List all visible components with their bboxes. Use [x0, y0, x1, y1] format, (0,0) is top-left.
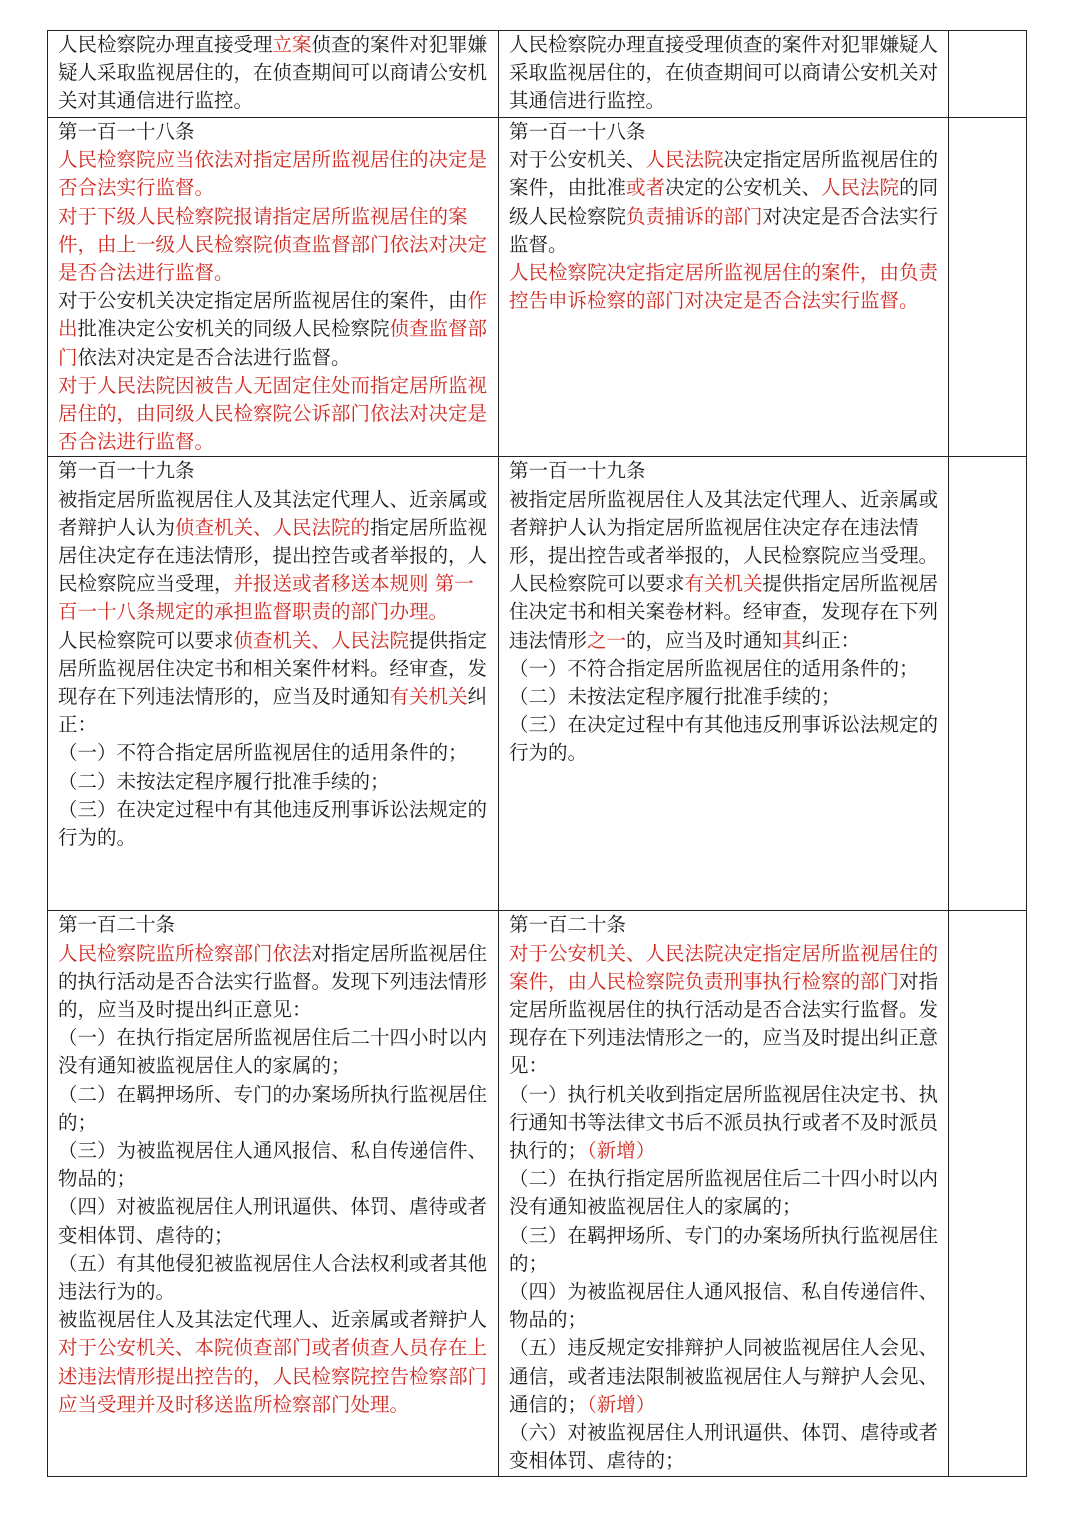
article-paragraph	[58, 1024, 492, 1080]
article-paragraph	[58, 768, 492, 796]
notes-cell	[949, 31, 1027, 118]
article-paragraph	[58, 287, 492, 372]
revised-text: 人民法院	[821, 176, 900, 200]
article-paragraph	[58, 457, 492, 485]
article-paragraph	[58, 627, 492, 740]
article-text: （四）对被监视居住人刑讯逼供、体罚、虐待或者变相体罚、虐待的；	[58, 1195, 488, 1247]
article-text: （一）不符合指定居所监视居住的适用条件的；	[58, 741, 468, 765]
article-paragraph	[509, 711, 942, 767]
article-paragraph	[58, 372, 492, 457]
article-text: 批准决定公安机关的同级人民检察院	[77, 317, 390, 341]
new-text-cell	[499, 457, 949, 911]
notes-cell	[949, 911, 1027, 1477]
article-text: （五）违反规定安排辩护人同被监视居住人会见、通信，或者违法限制被监视居住人与辩护人会见、通信的；	[509, 1336, 939, 1416]
article-paragraph	[58, 486, 492, 627]
revised-text: 并报送或者移送本规则 第一百一十八条规定的承担监督职责的部门办理。	[58, 572, 474, 624]
article-text: （四）为被监视居住人通风报信、私自传递信件、物品的；	[509, 1280, 939, 1332]
article-paragraph	[509, 1334, 942, 1419]
revised-text: 对于人民法院因被告人无固定住处而指定居所监视居住的，由同级人民检察院公诉部门依法对决定是否合法进行监督。	[58, 373, 488, 454]
article-text: （一）在执行指定居所监视居住后二十四小时以内没有通知被监视居住人的家属的；	[58, 1026, 488, 1078]
article-paragraph	[58, 1250, 492, 1306]
article-text: 依法对决定是否合法进行监督。	[77, 345, 351, 369]
article-paragraph	[509, 1278, 942, 1334]
article-text: （一）执行机关收到指定居所监视居住决定书、执行通知书等法律文书后不派员执行或者不及时派员执行的；	[509, 1082, 939, 1163]
revised-text: 有关机关	[684, 572, 763, 596]
article-paragraph	[509, 570, 942, 655]
article-text: （一）不符合指定居所监视居住的适用条件的；	[509, 656, 919, 680]
article-text: 对于公安机关决定指定居所监视居住的案件，由	[58, 289, 468, 313]
article-paragraph	[509, 118, 942, 146]
article-paragraph	[509, 457, 942, 485]
article-paragraph	[58, 118, 492, 146]
article-paragraph	[58, 739, 492, 767]
article-text: 纠正：	[801, 628, 861, 652]
old-text-cell	[48, 911, 499, 1477]
comparison-table	[47, 30, 1027, 1477]
revised-text: 对于公安机关、本院侦查部门或者侦查人员存在上述违法情形提出控告的，人民检察院控告检察部门应当受理并及时移送监所检察部门处理。	[58, 1336, 488, 1416]
article-text: 决定指定居所监视居住的案件，由批准	[509, 148, 939, 200]
article-text: 第一百一十九条	[509, 459, 646, 483]
revised-text: 立案	[272, 33, 312, 56]
article-paragraph	[509, 146, 942, 259]
article-paragraph	[58, 1081, 492, 1137]
article-text: 第一百一十八条	[58, 120, 195, 143]
table-row	[48, 31, 1027, 118]
article-text: （六）对被监视居住人刑讯逼供、体罚、虐待或者变相体罚、虐待的；	[509, 1421, 939, 1473]
new-text-cell	[499, 31, 949, 118]
article-text: （三）在羁押场所、专门的办案场所执行监视居住的；	[509, 1223, 939, 1275]
article-text: 的，应当及时通知	[626, 628, 783, 652]
article-paragraph	[58, 1137, 492, 1193]
article-text: 人民检察院可以要求	[509, 572, 685, 596]
revised-text: 对于下级人民检察院报请指定居所监视居住的案件，由上一级人民检察院侦查监督部门依法对决定是否合法进行监督。	[58, 204, 488, 285]
article-paragraph	[509, 911, 942, 939]
revised-text: 之一	[587, 628, 627, 652]
article-paragraph	[509, 486, 942, 571]
article-text: （二）未按法定程序履行批准手续的；	[509, 685, 841, 709]
article-text: 被指定居所监视居住人及其法定代理人、近亲属或者辩护人认为	[58, 487, 488, 539]
revised-text: 作出	[58, 289, 488, 341]
notes-cell	[949, 118, 1027, 457]
article-paragraph	[509, 31, 942, 116]
revised-text: 负责捕诉的部门	[626, 204, 763, 228]
revised-text: 或者	[626, 176, 666, 200]
article-text: 被指定居所监视居住人及其法定代理人、近亲属或者辩护人认为指定居所监视居住决定存在违法情形，提出控告或者举报的，人民检察院应当受理。	[509, 487, 939, 568]
article-text: 被监视居住人及其法定代理人、近亲属或者辩护人	[58, 1308, 488, 1332]
article-text: 人民检察院办理直接受理侦查的案件对犯罪嫌疑人采取监视居住的，在侦查期间可以商请公安机关对其通信进行监控。	[509, 33, 939, 113]
table-row	[48, 911, 1027, 1477]
article-text: 侦查的案件对犯罪嫌疑人采取监视居住的，在侦查期间可以商请公安机关对其通信进行监控。	[58, 33, 488, 113]
article-paragraph	[58, 31, 492, 116]
article-text: 第一百二十条	[58, 913, 176, 937]
article-text: （五）有其他侵犯被监视居住人合法权利或者其他违法行为的。	[58, 1251, 488, 1304]
revised-text: 侦查监督部门	[58, 317, 488, 369]
article-paragraph	[58, 146, 492, 202]
article-paragraph	[58, 1193, 492, 1249]
article-paragraph	[58, 796, 492, 852]
revised-text: 人民法院	[645, 148, 724, 172]
article-text: 人民检察院办理直接受理	[58, 33, 273, 56]
article-text: 对指定居所监视居住的执行活动是否合法实行监督。发现下列违法情形的，应当及时提出纠正意见：	[58, 941, 488, 1022]
article-text: （三）在决定过程中有其他违反刑事诉讼法规定的行为的。	[509, 713, 939, 765]
table-row	[48, 457, 1027, 911]
article-text: （二）在执行指定居所监视居住后二十四小时以内没有通知被监视居住人的家属的；	[509, 1167, 939, 1219]
article-text: 纠正：	[58, 685, 488, 737]
article-text: 对指定居所监视居住的执行活动是否合法实行监督。发现存在下列违法情形之一的，应当及时提出纠正意见：	[509, 969, 939, 1078]
article-text: 第一百一十九条	[58, 459, 195, 483]
article-paragraph	[509, 1081, 942, 1166]
article-paragraph	[509, 655, 942, 683]
article-paragraph	[509, 1419, 942, 1475]
article-paragraph	[58, 940, 492, 1025]
article-text: 对于公安机关、	[509, 148, 646, 172]
old-text-cell	[48, 31, 499, 118]
revised-text: 侦查机关、人民法院	[233, 628, 410, 652]
revised-text: 人民检察院监所检察部门依法	[58, 941, 312, 965]
old-text-cell	[48, 118, 499, 457]
revised-text: 人民检察院决定指定居所监视居住的案件，由负责控告申诉检察的部门对决定是否合法实行监督。	[509, 261, 939, 313]
article-text: 人民检察院可以要求	[58, 628, 234, 652]
new-text-cell	[499, 911, 949, 1477]
article-text: 指定居所监视居住决定存在违法情形，提出控告或者举报的，人民检察院应当受理，	[58, 515, 488, 596]
revised-text: 侦查机关、人民法院的	[175, 515, 371, 539]
revised-text: 人民检察院应当依法对指定居所监视居住的决定是否合法实行监督。	[58, 148, 488, 200]
article-paragraph	[509, 940, 942, 1081]
revised-text: 对于公安机关、人民法院决定指定居所监视居住的案件，由人民检察院负责刑事执行检察的部门	[509, 941, 939, 993]
article-paragraph	[509, 259, 942, 315]
article-paragraph	[509, 1222, 942, 1278]
article-paragraph	[58, 1306, 492, 1419]
article-text: （三）在决定过程中有其他违反刑事诉讼法规定的行为的。	[58, 797, 488, 850]
revised-text: 有关机关	[389, 685, 468, 709]
article-text: 提供指定居所监视居住决定书和相关案件材料。经审查，发现存在下列违法情形的，应当及时通知	[58, 628, 488, 709]
article-text: （二）在羁押场所、专门的办案场所执行监视居住的；	[58, 1082, 488, 1134]
article-paragraph	[58, 911, 492, 939]
notes-cell	[949, 457, 1027, 911]
article-text: 第一百一十八条	[509, 120, 646, 143]
article-paragraph	[509, 1165, 942, 1221]
article-text: （二）未按法定程序履行批准手续的；	[58, 769, 390, 793]
article-paragraph	[509, 683, 942, 711]
article-paragraph	[58, 203, 492, 288]
table-row	[48, 118, 1027, 457]
old-text-cell	[48, 457, 499, 911]
revised-text: （新增）	[587, 1139, 656, 1163]
article-text: 提供指定居所监视居住决定书和相关案卷材料。经审查，发现存在下列违法情形	[509, 572, 939, 652]
revised-text: 其	[782, 628, 802, 652]
article-text: 的同级人民检察院	[509, 176, 939, 228]
new-text-cell	[499, 118, 949, 457]
revised-text: （新增）	[587, 1392, 656, 1416]
article-text: 对决定是否合法实行监督。	[509, 204, 939, 256]
article-text: （三）为被监视居住人通风报信、私自传递信件、物品的；	[58, 1139, 488, 1191]
article-text: 第一百二十条	[509, 913, 627, 937]
article-text: 决定的公安机关、	[665, 176, 822, 200]
